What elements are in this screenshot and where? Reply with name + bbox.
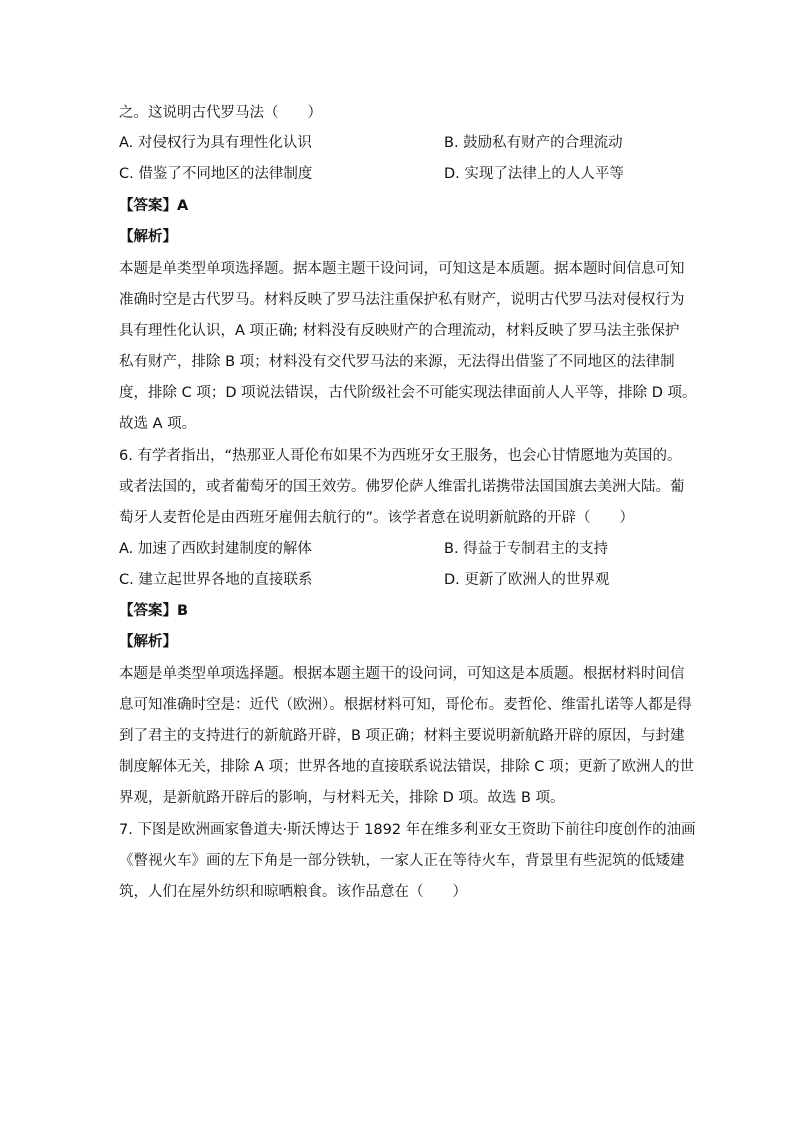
- q5-analysis-line: 故选 A 项。: [119, 416, 197, 432]
- q6-option-d: D. 更新了欧洲人的世界观: [444, 572, 610, 588]
- q6-option-b: B. 得益于专制君主的支持: [444, 541, 609, 557]
- q6-analysis-line: 界观，是新航路开辟后的影响，与材料无关，排除 D 项。故选 B 项。: [119, 790, 565, 806]
- q6-analysis-line: 到了君主的支持进行的新航路开辟，B 项正确；材料主要说明新航路开辟的原因，与封建: [119, 728, 685, 744]
- q5-option-c: C. 借鉴了不同地区的法律制度: [119, 166, 313, 182]
- q5-analysis-line: 具有理性化认识，A 项正确; 材料没有反映财产的合理流动，材料反映了罗马法主张保护: [119, 323, 680, 339]
- q6-analysis-line: 本题是单类型单项选择题。根据本题主题干的设问词，可知这是本质题。根据材料时间信: [119, 666, 685, 682]
- q5-option-d: D. 实现了法律上的人人平等: [444, 166, 624, 182]
- q6-option-c: C. 建立起世界各地的直接联系: [119, 572, 313, 588]
- q6-stem-line: 萄牙人麦哲伦是由西班牙雇佣去航行的”。该学者意在说明新航路的开辟（ ）: [119, 510, 635, 526]
- q6-analysis-line: 制度解体无关，排除 A 项；世界各地的直接联系说法错误，排除 C 项；更新了欧洲人的世: [119, 759, 694, 775]
- q7-stem-line: 《瞥视火车》画的左下角是一部分铁轨，一家人正在等待火车，背景里有些泥筑的低矮建: [119, 853, 685, 869]
- q5-stem-tail: 之。这说明古代罗马法（ ）: [119, 105, 322, 121]
- q6-stem-line: 或者法国的，或者葡萄牙的国王效劳。佛罗伦萨人维雷扎诺携带法国国旗去美洲大陆。葡: [119, 479, 685, 495]
- q6-stem-line: 6. 有学者指出，“热那亚人哥伦布如果不为西班牙女王服务，也会心甘情愿地为英国的。: [119, 448, 682, 464]
- q5-analysis-label: 【解析】: [119, 229, 177, 245]
- q6-answer-label: 【答案】B: [119, 603, 189, 619]
- q6-analysis-label: 【解析】: [119, 634, 177, 650]
- q5-option-a: A. 对侵权行为具有理性化认识: [119, 135, 312, 151]
- q5-answer-label: 【答案】A: [119, 198, 189, 214]
- q5-option-b: B. 鼓励私有财产的合理流动: [444, 135, 623, 151]
- q5-analysis-line: 本题是单类型单项选择题。据本题主题干设问词，可知这是本质题。据本题时间信息可知: [119, 261, 685, 277]
- q5-analysis-line: 准确时空是古代罗马。材料反映了罗马法注重保护私有财产，说明古代罗马法对侵权行为: [119, 292, 685, 308]
- q6-option-a: A. 加速了西欧封建制度的解体: [119, 541, 312, 557]
- q5-analysis-line: 私有财产，排除 B 项；材料没有交代罗马法的来源，无法得出借鉴了不同地区的法律制: [119, 354, 675, 370]
- q6-analysis-line: 息可知准确时空是：近代（欧洲）。根据材料可知，哥伦布。麦哲伦、维雷扎诺等人都是得: [119, 697, 692, 713]
- q7-stem-line: 筑，人们在屋外纺织和晾晒粮食。该作品意在（ ）: [119, 884, 467, 900]
- q7-stem-line: 7. 下图是欧洲画家鲁道夫·斯沃博达于 1892 年在维多利亚女王资助下前往印度创作的油画: [119, 822, 696, 838]
- q5-analysis-line: 度，排除 C 项；D 项说法错误，古代阶级社会不可能实现法律面前人人平等，排除 D 项。: [119, 385, 697, 401]
